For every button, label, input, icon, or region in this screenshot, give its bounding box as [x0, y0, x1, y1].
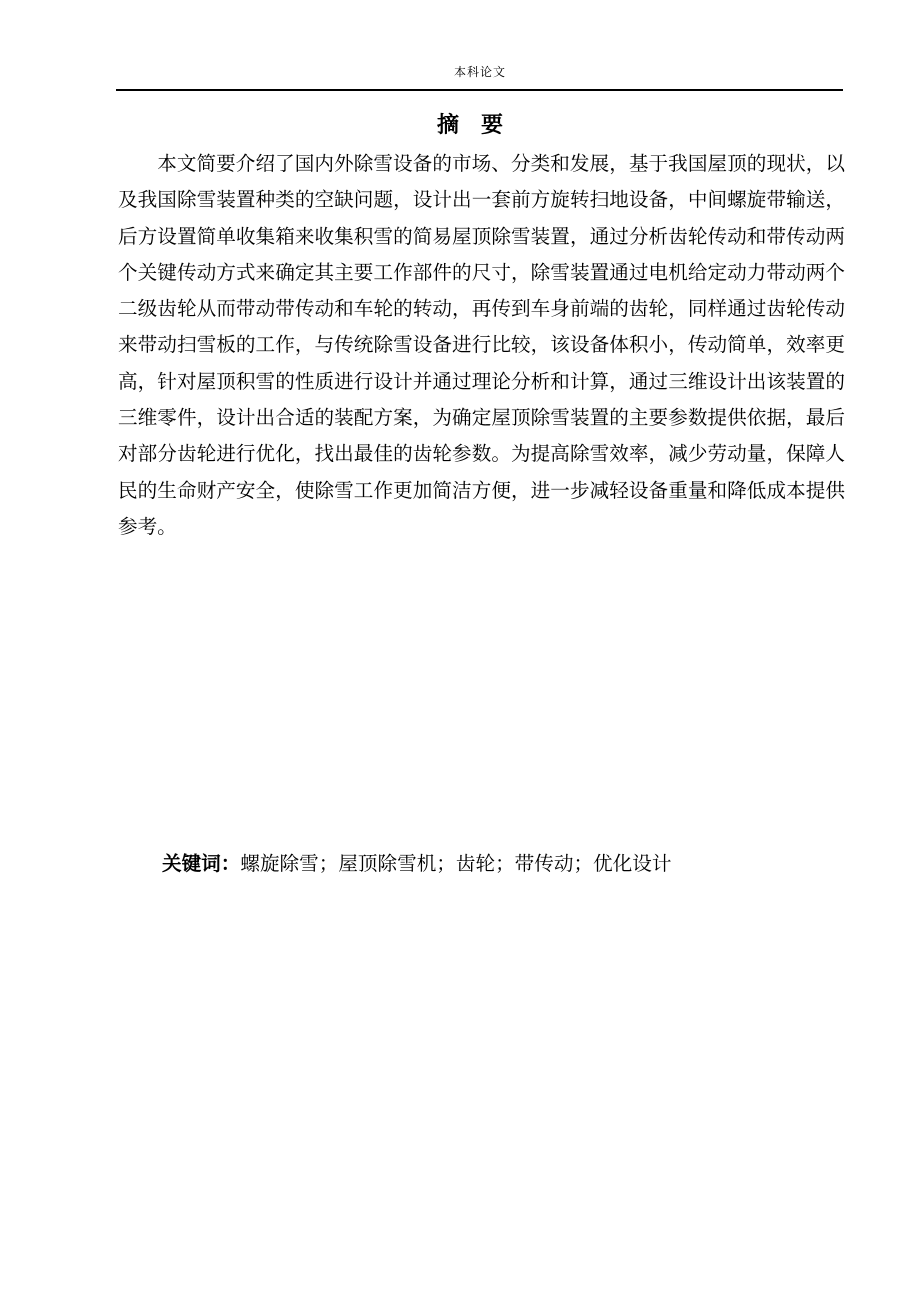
keywords-line — [162, 846, 671, 882]
keywords-text: 螺旋除雪；屋顶除雪机；齿轮；带传动；优化设计 — [240, 852, 672, 875]
abstract-body: 本文简要介绍了国内外除雪设备的市场、分类和发展，基于我国屋顶的现状，以及我国除雪装置种类的空缺问题，设计出一套前方旋转扫地设备，中间螺旋带输送，后方设置简单收集箱来收集积雪的简易屋顶除雪装置，通过分析齿轮传动和带传动两个关键传动方式来确定其主要工作部件的尺寸，除雪装置通过电机给定动力带动两个二级齿轮从而带动带传动和车轮的转动，再传到车身前端的齿轮，同样通过齿轮传动来带动扫雪板的工作，与传统除雪设备进行比较，该设备体积小，传动简单，效率更高，针对屋顶积雪的性质进行设计并通过理论分析和计算，通过三维设计出该装置的三维零件，设计出合适的装配方案，为确定屋顶除雪装置的主要参数提供依据，最后对部分齿轮进行优化，找出最佳的齿轮参数。为提高除雪效率，减少劳动量，保障人民的生命财产安全，使除雪工作更加简洁方便，进一步减轻设备重量和降低成本提供参考。 — [118, 152, 845, 538]
abstract-title: 摘要 — [436, 113, 525, 138]
keywords-label: 关键词： — [162, 852, 241, 875]
running-header: 本科论文 — [453, 65, 506, 79]
header-divider — [116, 89, 843, 91]
